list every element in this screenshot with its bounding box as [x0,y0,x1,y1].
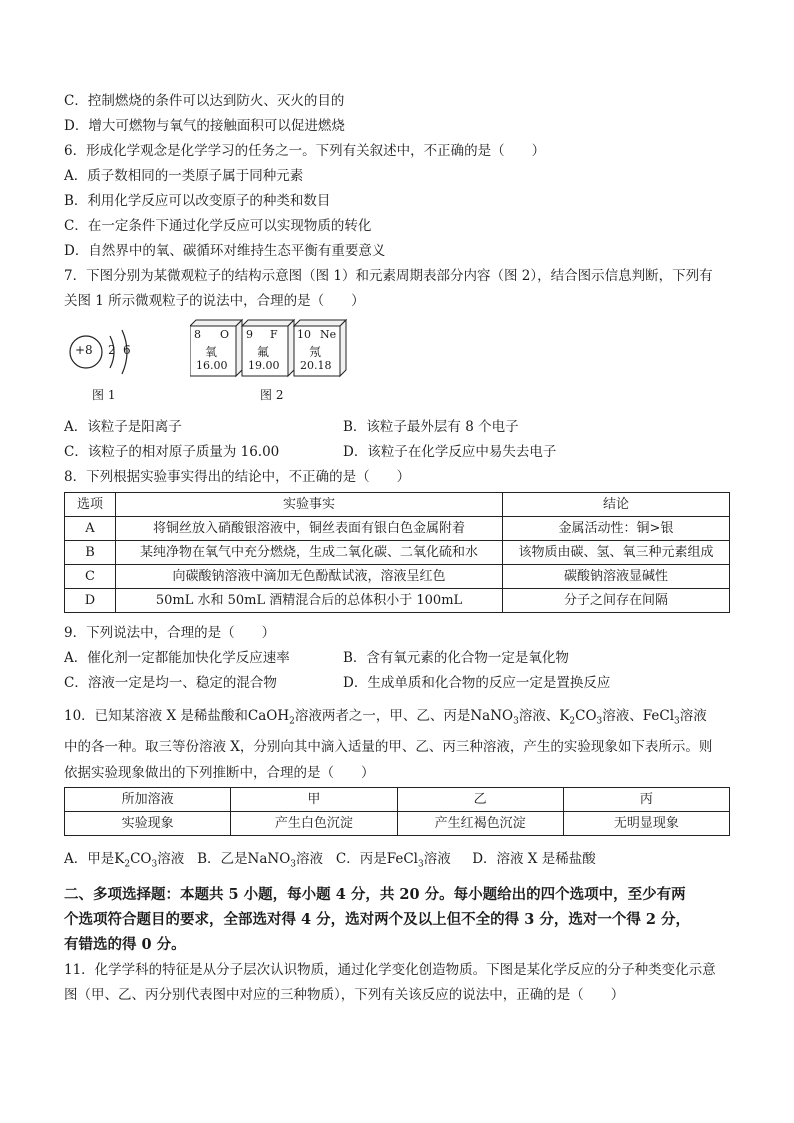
table-header: 选项 [65,493,116,517]
figure1-caption: 图 1 [92,388,116,402]
q10-stem-line2: 中的各一种。取三等份溶液 X，分别向其中滴入适量的甲、乙、丙三种溶液，产生的实验现象如下表所示。则 [64,739,713,755]
formula-subscript: 2 [569,716,576,727]
q10-text: 溶液两者之一，甲、乙、丙是 [294,708,471,724]
table-header: 所加溶液 [65,788,231,812]
table-header: 甲 [231,788,397,812]
table-header: 实验事实 [116,493,503,517]
q9-option-b: B．含有氧元素的化合物一定是氧化物 [343,650,569,666]
section2-heading-line2: 个选项符合题目的要求，全部选对得 4 分，选对两个及以上但不全的得 3 分，选对一个得 2 分， [64,911,691,928]
section2-heading-line1: 二、多项选择题：本题共 5 小题，每小题 4 分，共 20 分。每小题给出的四个选项中，至少有两 [64,886,686,903]
formula-caoh2: CaOH [247,708,290,724]
q7-stem-line2: 关图 1 所示微观粒子的说法中，合理的是（ ） [64,293,365,309]
formula-subscript: 2 [289,716,295,727]
formula-subscript: 3 [596,716,603,727]
q10-option-b: B．乙是NaNO$_3$溶液 [197,851,323,870]
q11-stem-line2: 图（甲、乙、丙分别代表图中对应的三种物质），下列有关该反应的说法中，正确的是（ ） [64,987,625,1003]
atomic-number: 10 [297,328,311,341]
element-symbol: F [270,328,278,341]
element-symbol: O [220,328,230,341]
table-cell: 50mL 水和 50mL 酒精混合后的总体积小于 100mL [116,589,503,613]
q9-option-d: D．生成单质和化合物的反应一定是置换反应 [343,675,611,691]
table-cell: 分子之间存在间隔 [503,589,730,613]
table-row [65,565,730,589]
formula-fecl3: FeCl [642,708,675,724]
figure2-caption: 图 2 [260,388,284,402]
q10-stem-line1 [64,707,707,731]
q10-text: 溶液、 [518,708,560,724]
table-cell: 向碳酸钠溶液中滴加无色酚酞试液，溶液呈红色 [116,565,503,589]
table-cell: C [65,565,116,589]
q10-option-a: A．甲是$K_2CO_3$溶液 [64,851,185,870]
table-header: 乙 [397,788,563,812]
element-name: 氧 [205,345,218,359]
q10-text: 溶液、 [602,708,643,724]
periodic-cell-oxygen [190,326,236,376]
table-header-row [65,493,730,517]
table-header: 结论 [503,493,730,517]
q6-option-c: C．在一定条件下通过化学反应可以实现物质的转化 [64,218,372,234]
table-cell: D [65,589,116,613]
table-cell: 碳酸钠溶液显碱性 [503,565,730,589]
element-symbol: Ne [320,328,337,341]
periodic-table-figure [190,318,350,380]
table-row [65,812,730,836]
table-cell: A [65,517,116,541]
q8-stem: 8．下列根据实验事实得出的结论中，不正确的是（ ） [64,469,411,485]
table-cell: 实验现象 [65,812,231,836]
table-cell: 该物质由碳、氢、氧三种元素组成 [503,541,730,565]
table-cell: 产生红褐色沉淀 [397,812,563,836]
section2-heading-line3: 有错选的得 0 分。 [64,936,186,953]
q10-stem-line3: 依据实验现象做出的下列推断中，合理的是（ ） [64,765,375,781]
q7-option-c: C．该粒子的相对原子质量为 16.00 [64,444,280,460]
table-header: 丙 [563,788,729,812]
q10-option-d: D．溶液 X 是稀盐酸 [472,851,596,867]
q10-options [64,850,596,874]
q9-stem: 9．下列说法中，合理的是（ ） [64,625,276,641]
shell-2-electrons: 6 [123,343,131,357]
periodic-cell-neon [294,326,340,376]
formula-subscript: 3 [674,716,680,727]
formula-nano3: NaNO [470,708,514,724]
q6-option-d: D．自然界中的氧、碳循环对维持生态平衡有重要意义 [64,243,386,259]
table-header-row [65,788,730,812]
table-row [65,589,730,613]
table-cell: 产生白色沉淀 [231,812,397,836]
q8-table [64,492,730,613]
table-cell: 无明显现象 [563,812,729,836]
atom-structure-figure [64,322,144,382]
atomic-mass: 20.18 [300,359,332,372]
atomic-number: 8 [194,328,201,341]
q10-text: 溶液 [679,708,707,724]
formula-k2co3: K [559,708,570,724]
element-name: 氟 [257,345,270,359]
q6-option-a: A．质子数相同的一类原子属于同种元素 [64,168,304,184]
atomic-mass: 19.00 [248,359,280,372]
periodic-cell-fluorine [242,326,288,376]
atomic-mass: 16.00 [196,359,228,372]
q9-option-a: A．催化剂一定都能加快化学反应速率 [64,650,290,666]
table-row [65,517,730,541]
table-row [65,541,730,565]
q6-stem: 6．形成化学观念是化学学习的任务之一。下列有关叙述中，不正确的是（ ） [64,143,546,159]
q6-option-b: B．利用化学反应可以改变原子的种类和数目 [64,193,331,209]
table-cell: B [65,541,116,565]
element-name: 氖 [309,345,322,359]
q5-option-d: D．增大可燃物与氧气的接触面积可以促进燃烧 [64,118,345,134]
table-cell: 将铜丝放入硝酸银溶液中，铜丝表面有银白色金属附着 [116,517,503,541]
table-cell: 金属活动性：铜>银 [503,517,730,541]
q9-option-c: C．溶液一定是均一、稳定的混合物 [64,675,277,691]
q10-table [64,787,730,836]
formula-subscript: 3 [513,716,519,727]
atomic-number: 9 [246,328,253,341]
q11-stem-line1: 11．化学学科的特征是从分子层次认识物质，通过化学变化创造物质。下图是某化学反应的分子种类变化示意 [64,962,716,978]
table-cell: 某纯净物在氧气中充分燃烧，生成二氧化碳、二氧化硫和水 [116,541,503,565]
shell-1-electrons: 2 [108,343,116,357]
nucleus-charge: +8 [75,343,93,357]
q7-stem-line1: 7．下图分别为某微观粒子的结构示意图（图 1）和元素周期表部分内容（图 2），结合图示信息判断，下列有 [64,268,713,284]
q7-option-a: A．该粒子是阳离子 [64,419,182,435]
q5-option-c: C．控制燃烧的条件可以达到防火、灭火的目的 [64,93,345,109]
q10-text: 10．已知某溶液 X 是稀盐酸和 [64,708,248,724]
formula-k2co3: CO [575,708,597,724]
q7-option-b: B．该粒子最外层有 8 个电子 [343,419,519,435]
q7-option-d: D．该粒子在化学反应中易失去电子 [343,444,557,460]
q10-option-c: C．丙是FeCl$_3$溶液 [335,851,451,870]
